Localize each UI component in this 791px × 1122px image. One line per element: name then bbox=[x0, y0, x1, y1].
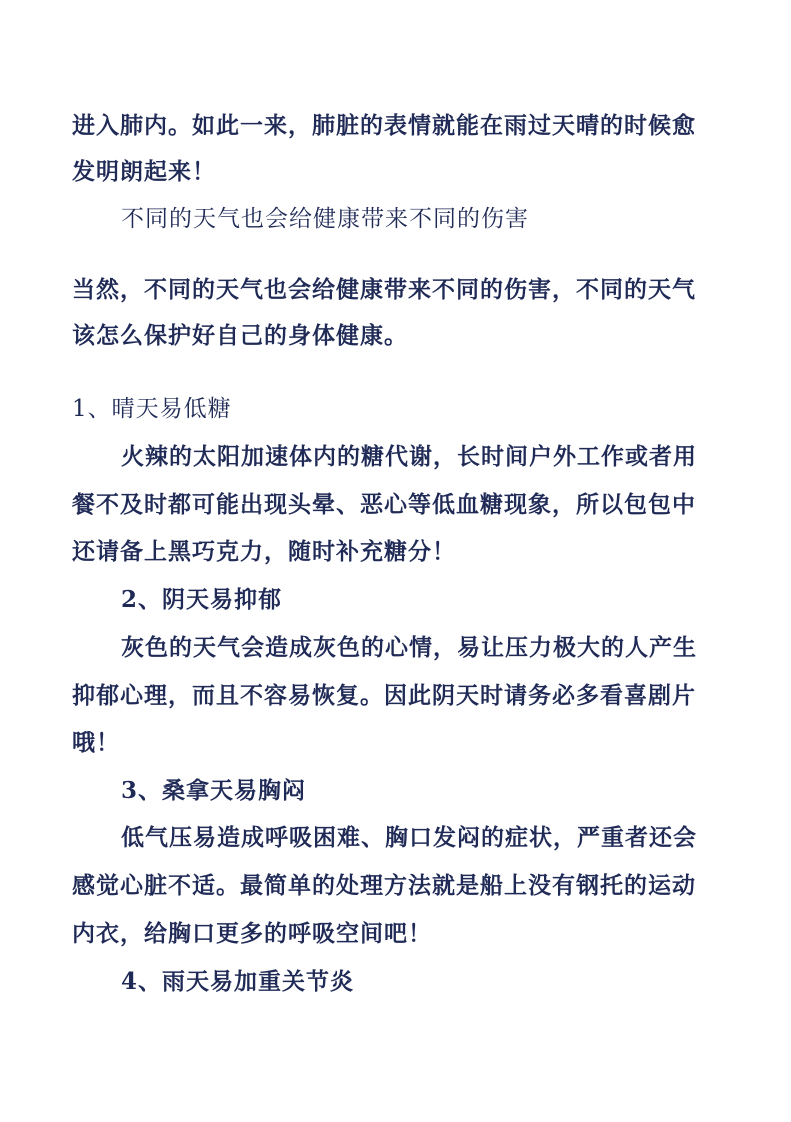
paragraph-line-2: 发明朗起来！ bbox=[72, 158, 216, 185]
paragraph-line-11: 低气压易造成呼吸困难、胸口发闷的症状，严重者还会 bbox=[121, 824, 697, 851]
paragraph-line-13: 内衣，给胸口更多的呼吸空间吧！ bbox=[72, 920, 432, 947]
paragraph-line-1: 进入肺内。如此一来，肺脏的表情就能在雨过天晴的时候愈 bbox=[72, 112, 696, 139]
list-item-heading-2: 2、阴天易抑郁 bbox=[121, 586, 283, 613]
list-item-heading-3: 3、桑拿天易胸闷 bbox=[121, 777, 307, 804]
paragraph-line-12: 感觉心脏不适。最简单的处理方法就是船上没有钢托的运动 bbox=[72, 872, 696, 899]
list-item-heading-4: 4、雨天易加重关节炎 bbox=[121, 968, 355, 995]
paragraph-line-8: 灰色的天气会造成灰色的心情，易让压力极大的人产生 bbox=[121, 634, 697, 661]
paragraph-line-5: 火辣的太阳加速体内的糖代谢，长时间户外工作或者用 bbox=[121, 443, 697, 470]
paragraph-line-10: 哦！ bbox=[72, 729, 120, 756]
paragraph-line-7: 还请备上黑巧克力，随时补充糖分！ bbox=[72, 538, 456, 565]
section-heading: 不同的天气也会给健康带来不同的伤害 bbox=[121, 206, 529, 232]
paragraph-line-9: 抑郁心理，而且不容易恢复。因此阴天时请务必多看喜剧片 bbox=[72, 682, 696, 709]
list-item-heading-1: 1、晴天易低糖 bbox=[72, 396, 232, 422]
paragraph-line-3: 当然，不同的天气也会给健康带来不同的伤害，不同的天气 bbox=[72, 276, 696, 303]
paragraph-line-4: 该怎么保护好自己的身体健康。 bbox=[72, 322, 408, 349]
paragraph-line-6: 餐不及时都可能出现头晕、恶心等低血糖现象，所以包包中 bbox=[72, 491, 696, 518]
